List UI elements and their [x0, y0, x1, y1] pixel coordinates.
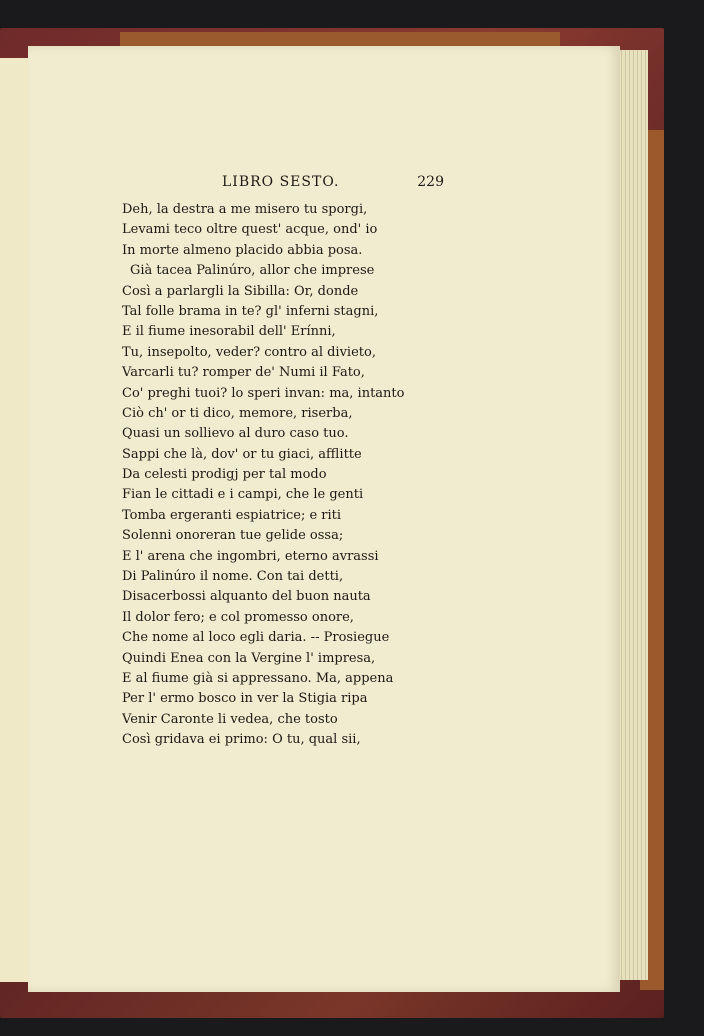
- running-title: LIBRO SESTO.: [222, 174, 340, 190]
- verse-line: Solenni onoreran tue gelide ossa;: [122, 528, 344, 544]
- verse-line: Già tacea Palinúro, allor che imprese: [130, 263, 375, 279]
- verse-line: Così a parlargli la Sibilla: Or, donde: [122, 283, 359, 299]
- verse-line: Venir Caronte li vedea, che tosto: [122, 711, 338, 727]
- verse-line: Quindi Enea con la Vergine l' impresa,: [122, 650, 376, 666]
- verse-line: Il dolor fero; e col promesso onore,: [122, 609, 354, 625]
- verse-line: Che nome al loco egli daria. -- Prosiegue: [122, 630, 390, 646]
- verse-line: Così gridava ei primo: O tu, qual sii,: [122, 732, 361, 748]
- page-number: 229: [417, 174, 444, 190]
- verse-line: Deh, la destra a me misero tu sporgi,: [122, 202, 368, 217]
- verse-line: Disacerbossi alquanto del buon nauta: [122, 589, 371, 605]
- verse-line: E l' arena che ingombri, eterno avrassi: [122, 548, 379, 564]
- verse-line: Di Palinúro il nome. Con tai detti,: [122, 569, 344, 585]
- verse-line: Sappi che là, dov' or tu giaci, afflitte: [122, 446, 362, 462]
- verse-line: Co' preghi tuoi? lo speri invan: ma, intanto: [122, 385, 405, 401]
- verse-text: [122, 200, 422, 751]
- verse-line: In morte almeno placido abbia posa.: [122, 242, 363, 258]
- verse-line: Quasi un sollievo al duro caso tuo.: [122, 426, 349, 442]
- verse-line: Da celesti prodigj per tal modo: [122, 467, 327, 483]
- page-header: [222, 174, 454, 194]
- verse-line: Fian le cittadi e i campi, che le genti: [122, 487, 364, 503]
- previous-page-edge: [0, 58, 29, 982]
- verse-line: Per l' ermo bosco in ver la Stigia ripa: [122, 691, 368, 707]
- verse-line: E al fiume già si appressano. Ma, appena: [122, 670, 394, 686]
- verse-line: Tal folle brama in te? gl' inferni stagni,: [122, 303, 379, 319]
- verse-line: Tomba ergeranti espiatrice; e riti: [122, 507, 342, 523]
- verse-line: Levami teco oltre quest' acque, ond' io: [122, 222, 378, 238]
- verse-line: E il fiume inesorabil dell' Erínni,: [122, 324, 336, 340]
- verse-line: Ciò ch' or ti dico, memore, riserba,: [122, 405, 353, 421]
- verse-line: Tu, insepolto, veder? contro al divieto,: [122, 344, 376, 360]
- verse-line: Varcarli tu? romper de' Numi il Fato,: [122, 365, 365, 381]
